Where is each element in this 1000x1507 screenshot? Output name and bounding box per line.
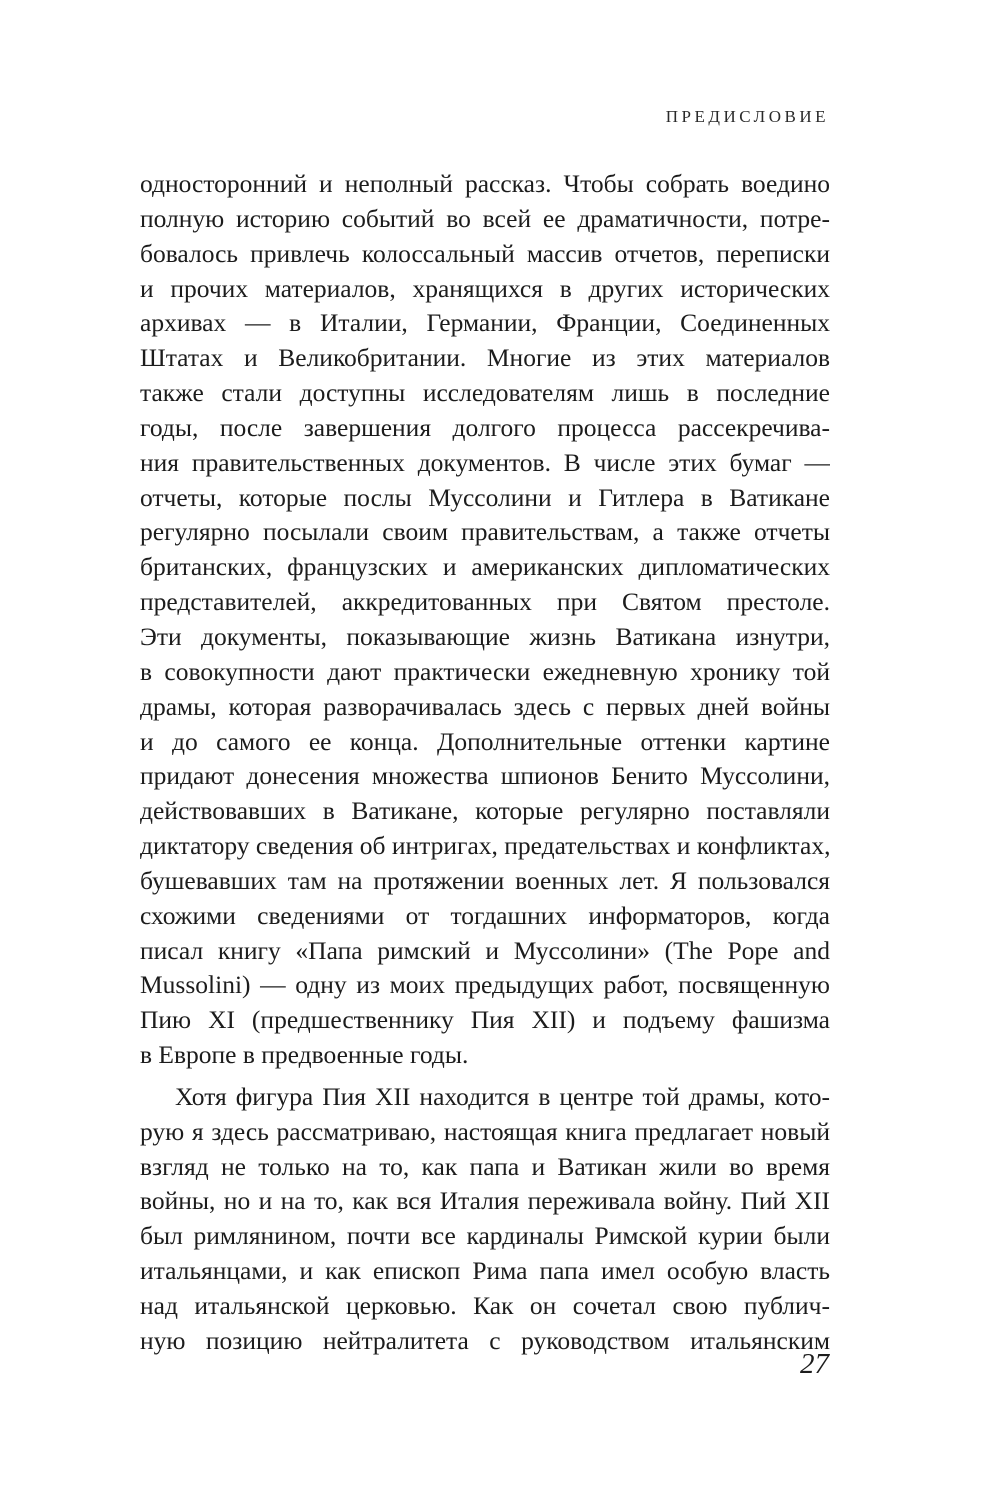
- text-line: действовавших в Ватикане, которые регулярно поставляли: [140, 796, 830, 826]
- text-line: над итальянской церковью. Как он сочетал свою публич-: [140, 1291, 830, 1320]
- text-line: Пию XI (предшественнику Пия XII) и подъему фашизма: [140, 1005, 830, 1035]
- text-line: архивах — в Италии, Германии, Франции, Соединенных: [140, 308, 830, 338]
- text-line: диктатору сведения об интригах, предательствах и конфликтах,: [140, 831, 830, 861]
- text-line: бовалось привлечь колоссальный массив отчетов, переписки: [140, 238, 830, 268]
- text-line: схожими сведениями от тогдашних информаторов, когда: [140, 900, 830, 930]
- body-text: [140, 167, 830, 1359]
- text-line: Штатах и Великобритании. Многие из этих материалов: [140, 343, 830, 373]
- text-line: придают донесения множества шпионов Бенито Муссолини,: [140, 761, 830, 791]
- text-line: взгляд не только на то, как папа и Ватикан жили во время: [140, 1151, 830, 1181]
- page-number: 27: [800, 1348, 829, 1380]
- text-line: в Европе в предвоенные годы.: [140, 1040, 469, 1070]
- text-line: отчеты, которые послы Муссолини и Гитлера в Ватикане: [140, 482, 830, 512]
- text-line: и прочих материалов, хранящихся в других исторических: [140, 273, 830, 303]
- text-line: рую я здесь рассматриваю, настоящая книга предлагает новый: [140, 1116, 830, 1146]
- text-line: также стали доступны исследователям лишь в последние: [140, 378, 830, 408]
- paragraph: [140, 1080, 830, 1359]
- text-line: драмы, которая разворачивалась здесь с первых дней войны: [140, 691, 830, 721]
- text-line: односторонний и неполный рассказ. Чтобы собрать воедино: [140, 169, 830, 198]
- text-line: ную позицию нейтралитета с руководством итальянским: [140, 1325, 830, 1355]
- text-line: представителей, аккредитованных при Святом престоле.: [140, 587, 830, 617]
- text-line: Хотя фигура Пия XII находится в центре той драмы, кото-: [175, 1081, 830, 1111]
- text-line: регулярно посылали своим правительствам, а также отчеты: [140, 517, 830, 547]
- running-header: ПРЕДИСЛОВИЕ: [665, 107, 829, 126]
- paragraph: [140, 167, 830, 1073]
- text-line: итальянцами, и как епископ Рима папа имел особую власть: [140, 1256, 830, 1286]
- text-line: полную историю событий во всей ее драматичности, потре-: [140, 203, 830, 233]
- text-line: был римлянином, почти все кардиналы Римской курии были: [140, 1221, 830, 1251]
- text-line: бушевавших там на протяжении военных лет. Я пользовался: [140, 865, 830, 895]
- text-line: в совокупности дают практически ежедневную хронику той: [140, 656, 830, 686]
- text-line: британских, французских и американских дипломатических: [140, 552, 830, 582]
- text-line: и до самого ее конца. Дополнительные оттенки картине: [140, 726, 830, 756]
- text-line: Эти документы, показывающие жизнь Ватикана изнутри,: [140, 621, 830, 651]
- text-line: Mussolini) — одну из моих предыдущих работ, посвященную: [140, 970, 830, 1000]
- text-line: годы, после завершения долгого процесса рассекречива-: [140, 412, 830, 442]
- text-line: войны, но и на то, как вся Италия переживала войну. Пий XII: [140, 1186, 830, 1216]
- text-line: ния правительственных документов. В числе этих бумаг —: [140, 447, 830, 477]
- text-line: писал книгу «Папа римский и Муссолини» (The Pope and: [140, 935, 830, 965]
